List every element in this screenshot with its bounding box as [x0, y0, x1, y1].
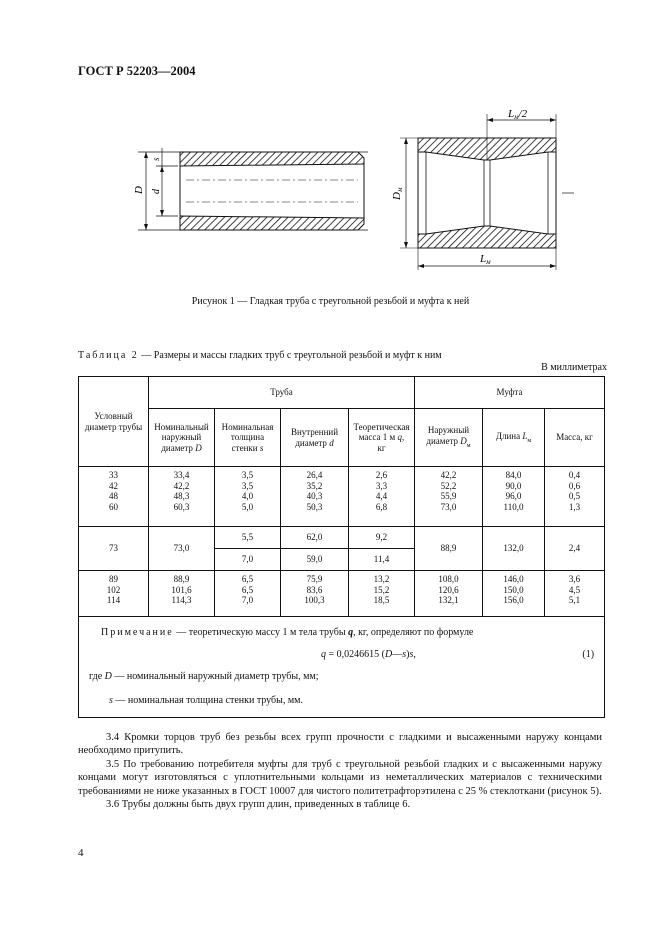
cell-outer: 33,4 42,2 48,3 60,3 — [149, 467, 215, 527]
table-title: Таблица 2 — Размеры и массы гладких труб с треугольной резьбой и муфт к ним — [78, 350, 442, 361]
cell-nominal: 33 42 48 60 — [79, 467, 149, 527]
header-nominal-diameter: Условный диаметр трубы — [79, 377, 149, 467]
table-row-group-1 — [79, 467, 605, 527]
cell-mass: 13,2 15,2 18,5 — [349, 571, 415, 617]
cell-inner: 75,9 83,6 100,3 — [281, 571, 349, 617]
dimensions-table — [78, 376, 605, 718]
formula-number: (1) — [582, 649, 595, 660]
header-outer-diameter: Номинальный наружный диаметр D — [149, 409, 215, 467]
header-coupling-mass: Масса, кг — [545, 409, 605, 467]
paragraph-3-6: 3.6 Трубы должны быть двух групп длин, приведенных в таблице 6. — [106, 799, 411, 811]
page-number: 4 — [78, 847, 84, 859]
cell-coupling-length: 84,0 90,0 96,0 110,0 — [483, 467, 545, 527]
label-s: s — [151, 157, 161, 161]
figure-caption: Рисунок 1 — Гладкая труба с треугольной резьбой и муфта к ней — [191, 296, 470, 307]
label-Lm: Lм — [480, 253, 491, 266]
coupling-drawing — [400, 114, 574, 270]
body-text — [78, 731, 602, 811]
cell-inner: 62,0 — [281, 527, 349, 549]
paragraph-3-4: 3.4 Кромки торцов труб без резьбы всех групп прочности с гладкими и высаженными наружу концами необходимо притупить. — [78, 732, 602, 757]
header-wall-thickness: Номинальная толщина стенки s — [215, 409, 281, 467]
cell-coupling-outer: 108,0 120,6 132,1 — [415, 571, 483, 617]
cell-outer: 73,0 — [149, 527, 215, 571]
figure-pipe-and-coupling — [128, 108, 588, 288]
cell-wall: 6,5 6,5 7,0 — [215, 571, 281, 617]
cell-wall: 5,5 — [215, 527, 281, 549]
cell-inner: 26,4 35,2 40,3 50,3 — [281, 467, 349, 527]
paragraph-3-5: 3.5 По требованию потребителя муфты для труб с треугольной резьбой гладких и с высаженными наружу концами могут изготовляться с уплотнительными кольцами из неметаллических материалов с техническими требованиями не ниже указанных в ГОСТ 10007 для чистого политетрафторэтилена с 25 % стеклоткани (рисунок 5). — [78, 758, 602, 797]
cell-coupling-length: 132,0 — [483, 527, 545, 571]
cell-coupling-mass: 3,6 4,5 5,1 — [545, 571, 605, 617]
cell-coupling-outer: 42,2 52,2 55,9 73,0 — [415, 467, 483, 527]
header-coupling-length: Длина $L_м$ — [483, 409, 545, 467]
note-where-D: где D — номинальный наружный диаметр трубы, мм; — [89, 671, 319, 682]
cell-mass: 11,4 — [349, 549, 415, 571]
header-pipe: Труба — [149, 377, 415, 409]
table-row-group-3 — [79, 571, 605, 617]
cell-wall: 3,5 3,5 4,0 5,0 — [215, 467, 281, 527]
document-header: ГОСТ Р 52203—2004 — [78, 64, 196, 78]
cell-outer: 88,9 101,6 114,3 — [149, 571, 215, 617]
label-d: d — [151, 189, 162, 194]
cell-nominal: 73 — [79, 527, 149, 571]
header-coupling: Муфта — [415, 377, 605, 409]
note-intro: Примечание — теоретическую массу 1 м тела трубы q, кг, определяют по формуле — [101, 627, 474, 638]
cell-coupling-mass: 2,4 — [545, 527, 605, 571]
cell-inner: 59,0 — [281, 549, 349, 571]
table-units: В миллиметрах — [541, 362, 607, 373]
header-coupling-outer-diameter: Наружный диаметр $D_м$ — [415, 409, 483, 467]
cell-coupling-outer: 88,9 — [415, 527, 483, 571]
cell-coupling-mass: 0,4 0,6 0,5 1,3 — [545, 467, 605, 527]
cell-mass: 2,6 3,3 4,4 6,8 — [349, 467, 415, 527]
label-Dm: Dм — [391, 187, 404, 200]
cell-coupling-length: 146,0 150,0 156,0 — [483, 571, 545, 617]
table-row-group-2a — [79, 527, 605, 549]
cell-wall: 7,0 — [215, 549, 281, 571]
note-formula: q = 0,0246615 (D—s)s, (1) — [89, 647, 594, 663]
table-note — [79, 617, 604, 717]
header-theoretical-mass: Теоретическая масса 1 м q, кг — [349, 409, 415, 467]
pipe-drawing — [138, 148, 368, 230]
label-Lm-half: Lм/2 — [508, 108, 528, 121]
cell-nominal: 89 102 114 — [79, 571, 149, 617]
note-where-s: s — номинальная толщина стенки трубы, мм. — [109, 695, 304, 706]
label-D: D — [133, 186, 145, 194]
table-note-row — [79, 617, 605, 718]
cell-mass: 9,2 — [349, 527, 415, 549]
header-inner-diameter: Внутренний диаметр d — [281, 409, 349, 467]
